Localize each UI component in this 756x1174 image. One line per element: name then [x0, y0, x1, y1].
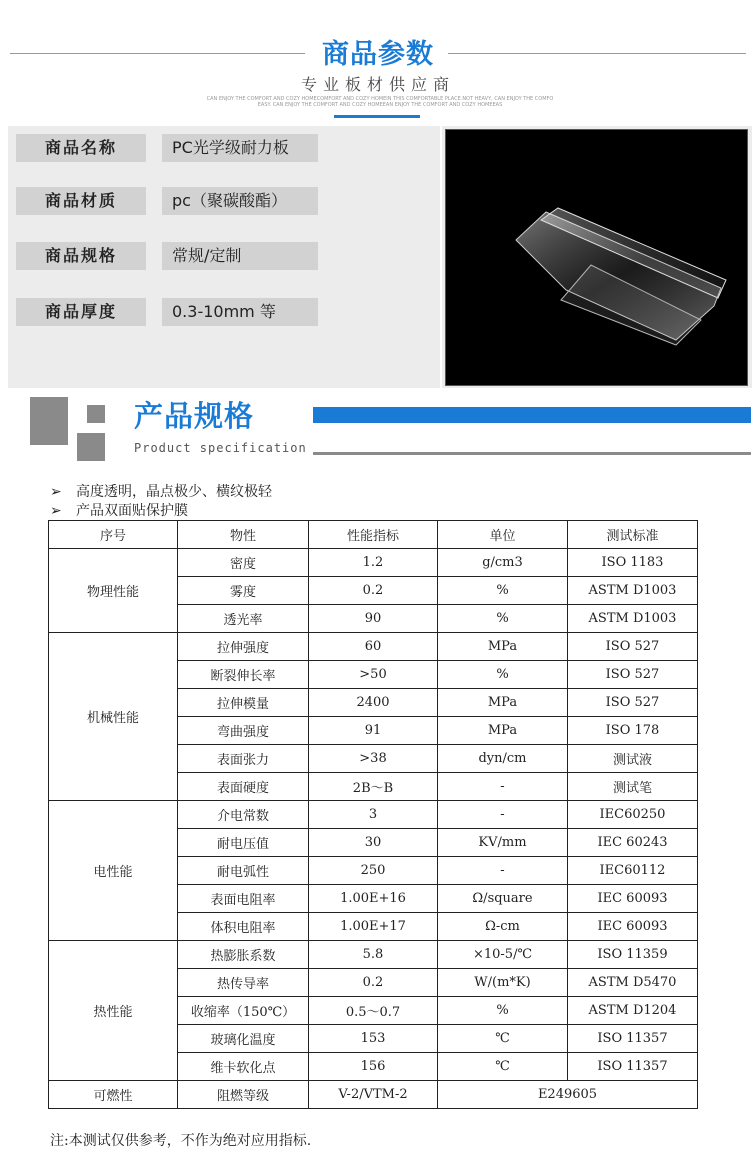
header-banner	[0, 0, 756, 126]
bullet-text: 高度透明，晶点极少、横纹极轻	[76, 484, 272, 500]
table-cell: ISO 178	[568, 717, 698, 745]
group-label: 可燃性	[49, 1081, 178, 1109]
table-cell: >38	[309, 745, 438, 773]
table-cell: ASTM D1003	[568, 577, 698, 605]
table-cell: Ω/square	[438, 885, 568, 913]
table-cell: ISO 11357	[568, 1053, 698, 1081]
param-value: 常规/定制	[162, 242, 318, 270]
table-cell: ASTM D5470	[568, 969, 698, 997]
table-cell: 1.2	[309, 549, 438, 577]
table-cell: 5.8	[309, 941, 438, 969]
table-cell: IEC60112	[568, 857, 698, 885]
table-row	[49, 801, 698, 829]
table-cell: dyn/cm	[438, 745, 568, 773]
table-cell: %	[438, 605, 568, 633]
group-label: 机械性能	[49, 633, 178, 801]
table-cell: 1.00E+17	[309, 913, 438, 941]
table-row	[49, 633, 698, 661]
table-cell: -	[438, 773, 568, 801]
table-cell: Ω-cm	[438, 913, 568, 941]
table-cell: 拉伸强度	[178, 633, 309, 661]
table-cell: 测试笔	[568, 773, 698, 801]
section-title: 产品规格	[134, 399, 255, 433]
page-title: 商品参数	[322, 39, 434, 70]
product-params-panel	[8, 126, 440, 388]
table-cell: 维卡软化点	[178, 1053, 309, 1081]
param-key: 商品材质	[16, 187, 146, 215]
pc-sheet-image	[446, 130, 747, 385]
table-cell: ℃	[438, 1025, 568, 1053]
bullet-text: 产品双面贴保护膜	[76, 503, 188, 519]
table-header: 序号	[49, 521, 178, 549]
table-cell: -	[438, 857, 568, 885]
table-cell: IEC 60093	[568, 885, 698, 913]
table-cell: 拉伸模量	[178, 689, 309, 717]
decor-square-small	[87, 405, 105, 423]
table-cell: MPa	[438, 689, 568, 717]
param-key: 商品规格	[16, 242, 146, 270]
table-cell: ×10-5/℃	[438, 941, 568, 969]
section-accent-bar	[313, 407, 751, 423]
table-cell: 2B～B	[309, 773, 438, 801]
table-cell: ISO 527	[568, 689, 698, 717]
section-divider	[313, 452, 751, 455]
table-cell: 体积电阻率	[178, 913, 309, 941]
table-cell: ISO 527	[568, 633, 698, 661]
param-key: 商品名称	[16, 134, 146, 162]
table-cell: E249605	[438, 1081, 698, 1109]
table-cell: %	[438, 661, 568, 689]
table-header: 物性	[178, 521, 309, 549]
table-cell: KV/mm	[438, 829, 568, 857]
table-cell: ISO 1183	[568, 549, 698, 577]
section-subtitle: Product specification	[134, 441, 307, 455]
table-cell: MPa	[438, 633, 568, 661]
table-cell: IEC 60093	[568, 913, 698, 941]
english-tagline-line1: CAN ENJOY THE COMFORT AND COZY HOMECOMFORT AND COZY HOMEIN THIS COMFORTABLE PLACE.NOT HEAVY, CAN ENJOY THE COMFO	[206, 96, 554, 102]
table-cell: 断裂伸长率	[178, 661, 309, 689]
table-cell: MPa	[438, 717, 568, 745]
table-cell: 3	[309, 801, 438, 829]
table-cell: 91	[309, 717, 438, 745]
table-cell: 表面硬度	[178, 773, 309, 801]
table-cell: 热传导率	[178, 969, 309, 997]
table-cell: 表面张力	[178, 745, 309, 773]
bullet-item	[50, 500, 188, 520]
table-cell: %	[438, 577, 568, 605]
table-cell: 0.2	[309, 969, 438, 997]
table-cell: W/(m*K)	[438, 969, 568, 997]
table-cell: 0.2	[309, 577, 438, 605]
table-cell: 测试液	[568, 745, 698, 773]
decor-square-medium	[77, 433, 105, 461]
table-cell: 弯曲强度	[178, 717, 309, 745]
table-cell: IEC 60243	[568, 829, 698, 857]
table-cell: 2400	[309, 689, 438, 717]
arrow-icon: ➢	[50, 484, 62, 500]
table-cell: ASTM D1204	[568, 997, 698, 1025]
footnote: 注:本测试仅供参考，不作为绝对应用指标.	[50, 1133, 312, 1149]
table-cell: IEC60250	[568, 801, 698, 829]
table-cell: ISO 11359	[568, 941, 698, 969]
table-cell: 250	[309, 857, 438, 885]
table-cell: g/cm3	[438, 549, 568, 577]
table-row	[49, 549, 698, 577]
product-photo	[442, 126, 752, 388]
table-cell: ISO 11357	[568, 1025, 698, 1053]
table-header: 单位	[438, 521, 568, 549]
table-header-row	[49, 521, 698, 549]
param-value: 0.3-10mm 等	[162, 298, 318, 326]
table-cell: 透光率	[178, 605, 309, 633]
table-cell: 153	[309, 1025, 438, 1053]
group-label: 电性能	[49, 801, 178, 941]
param-key: 商品厚度	[16, 298, 146, 326]
arrow-icon: ➢	[50, 503, 62, 519]
group-label: 物理性能	[49, 549, 178, 633]
english-tagline-line2: EASY. CAN ENJOY THE COMFORT AND COZY HOMEEAN ENJOY THE COMFORT AND COZY HOMEEAS	[257, 102, 503, 108]
product-photo-frame	[445, 129, 748, 386]
table-cell: 密度	[178, 549, 309, 577]
table-cell: 耐电压值	[178, 829, 309, 857]
page-subtitle: 专业板材供应商	[300, 75, 455, 94]
param-value: pc（聚碳酸酯）	[162, 187, 318, 215]
table-cell: 玻璃化温度	[178, 1025, 309, 1053]
group-label: 热性能	[49, 941, 178, 1081]
table-cell: 介电常数	[178, 801, 309, 829]
table-cell: 耐电弧性	[178, 857, 309, 885]
table-cell: >50	[309, 661, 438, 689]
bullet-item	[50, 481, 272, 501]
table-cell: ℃	[438, 1053, 568, 1081]
table-cell: ISO 527	[568, 661, 698, 689]
table-header: 性能指标	[309, 521, 438, 549]
spec-table	[48, 520, 698, 1109]
table-cell: ASTM D1003	[568, 605, 698, 633]
table-cell: %	[438, 997, 568, 1025]
table-cell: 收缩率（150℃）	[178, 997, 309, 1025]
decor-square-large	[30, 397, 68, 445]
header-accent-bar	[334, 115, 420, 118]
table-cell: 90	[309, 605, 438, 633]
table-cell: 表面电阻率	[178, 885, 309, 913]
table-row	[49, 1081, 698, 1109]
param-value: PC光学级耐力板	[162, 134, 318, 162]
table-cell: 156	[309, 1053, 438, 1081]
table-header: 测试标准	[568, 521, 698, 549]
table-cell: 1.00E+16	[309, 885, 438, 913]
table-cell: 60	[309, 633, 438, 661]
table-row	[49, 941, 698, 969]
table-cell: V-2/VTM-2	[309, 1081, 438, 1109]
table-cell: 0.5～0.7	[309, 997, 438, 1025]
english-tagline	[190, 96, 570, 108]
table-cell: 阻燃等级	[178, 1081, 309, 1109]
table-cell: -	[438, 801, 568, 829]
table-cell: 30	[309, 829, 438, 857]
table-cell: 雾度	[178, 577, 309, 605]
table-cell: 热膨胀系数	[178, 941, 309, 969]
